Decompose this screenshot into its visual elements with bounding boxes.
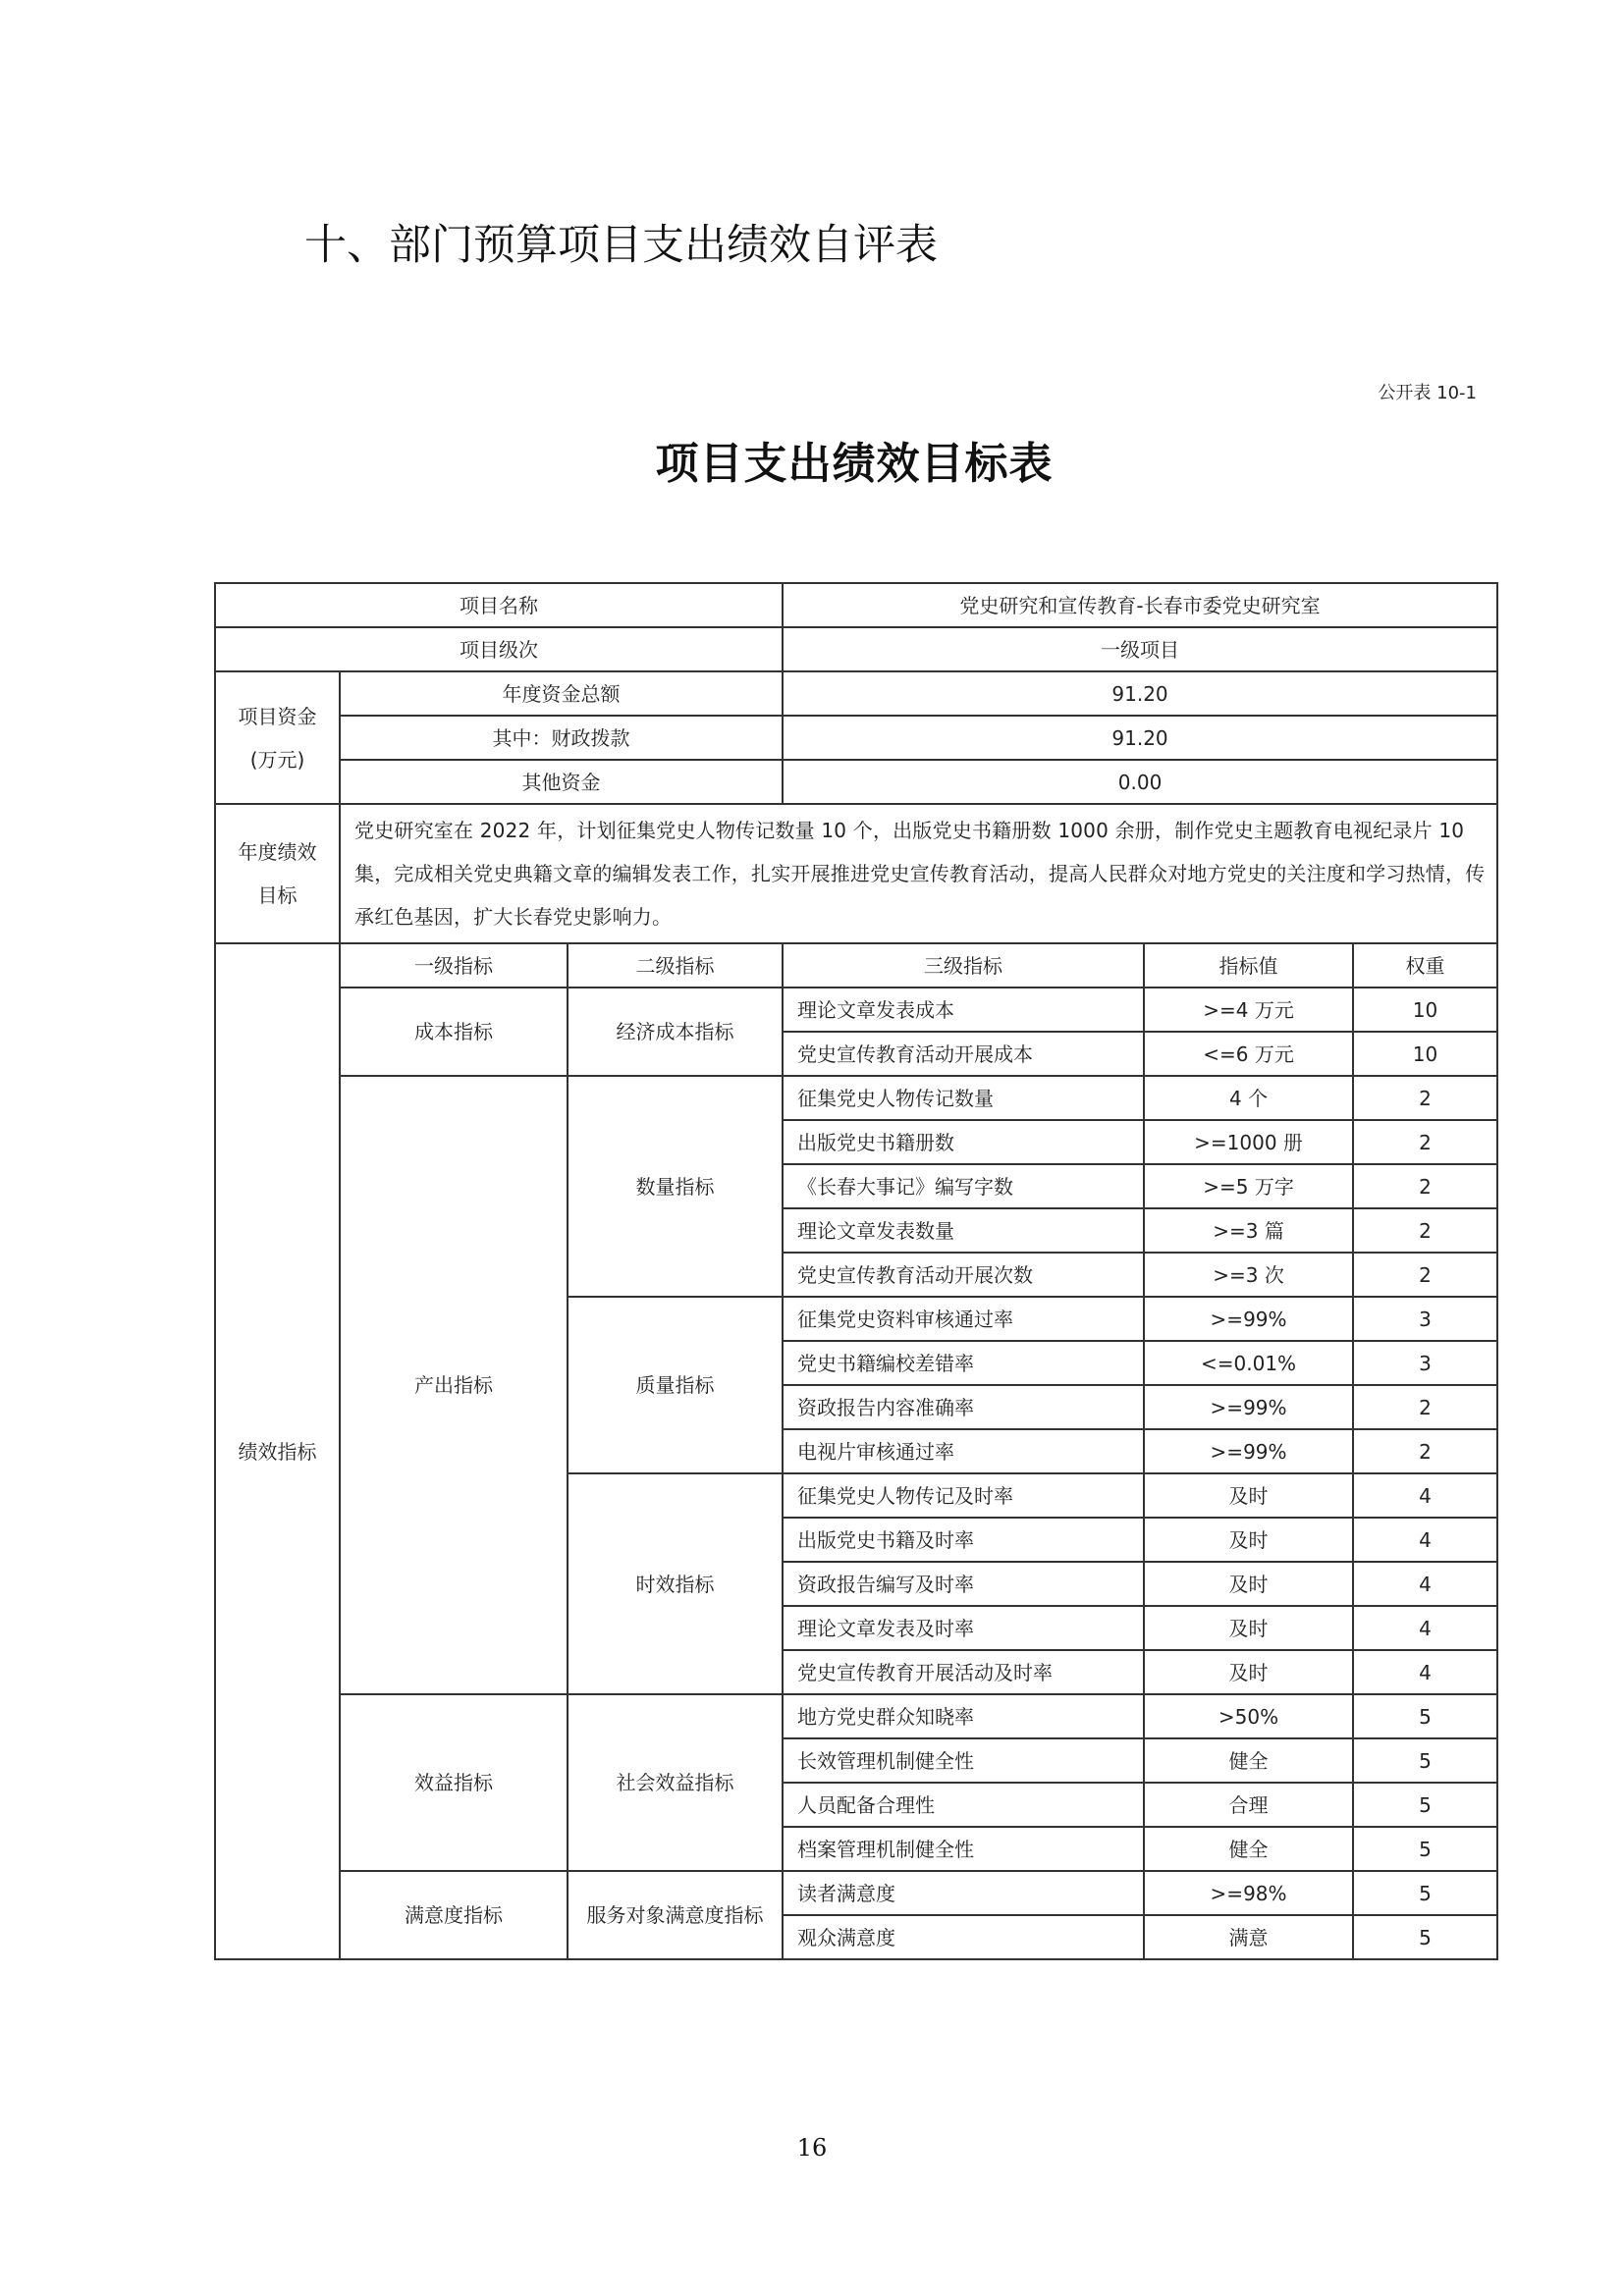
header-level3: 三级指标 [783,943,1144,988]
indicator-target-value: >=99% [1144,1297,1353,1341]
indicator-level1: 产出指标 [340,1076,568,1694]
indicator-target-value: 及时 [1144,1650,1353,1694]
indicator-name: 理论文章发表成本 [783,988,1144,1032]
indicator-target-value: >=99% [1144,1429,1353,1473]
indicator-weight: 2 [1353,1076,1497,1120]
indicator-target-value: 及时 [1144,1606,1353,1650]
indicator-name: 理论文章发表数量 [783,1208,1144,1253]
annual-goal-row [215,804,1497,943]
indicator-name: 观众满意度 [783,1915,1144,1959]
header-level2: 二级指标 [568,943,783,988]
fund-label: 其中：财政拨款 [340,716,783,760]
indicator-name: 党史宣传教育开展活动及时率 [783,1650,1144,1694]
indicator-target-value: 健全 [1144,1738,1353,1783]
indicator-name: 档案管理机制健全性 [783,1827,1144,1871]
indicator-weight: 3 [1353,1297,1497,1341]
indicator-name: 地方党史群众知晓率 [783,1694,1144,1738]
annual-goal-label-line1: 年度绩效 [238,840,317,864]
indicator-weight: 5 [1353,1871,1497,1915]
indicator-level2: 时效指标 [568,1473,783,1694]
indicator-target-value: 合理 [1144,1783,1353,1827]
indicator-weight: 10 [1353,988,1497,1032]
project-funds-label-line1: 项目资金 [238,704,317,728]
indicator-level2: 经济成本指标 [568,988,783,1076]
indicator-weight: 2 [1353,1120,1497,1164]
indicator-name: 征集党史人物传记数量 [783,1076,1144,1120]
project-name-label: 项目名称 [215,583,783,627]
indicator-target-value: >50% [1144,1694,1353,1738]
annual-goal-label-line2: 目标 [257,883,298,907]
indicator-row [215,1871,1497,1915]
indicator-target-value: 及时 [1144,1518,1353,1562]
funds-row [215,760,1497,804]
indicator-level2: 数量指标 [568,1076,783,1297]
indicator-level1: 成本指标 [340,988,568,1076]
indicator-weight: 5 [1353,1738,1497,1783]
performance-target-table [214,582,1498,1960]
fund-value: 0.00 [783,760,1497,804]
indicator-weight: 10 [1353,1032,1497,1076]
annual-goal-label [215,804,340,943]
indicator-weight: 2 [1353,1385,1497,1429]
indicator-target-value: 健全 [1144,1827,1353,1871]
indicator-weight: 2 [1353,1164,1497,1208]
indicator-weight: 5 [1353,1694,1497,1738]
indicator-target-value: 及时 [1144,1562,1353,1606]
indicator-target-value: <=6 万元 [1144,1032,1353,1076]
header-weight: 权重 [1353,943,1497,988]
project-level-row [215,627,1497,671]
indicator-weight: 5 [1353,1915,1497,1959]
indicator-name: 党史宣传教育活动开展成本 [783,1032,1144,1076]
indicator-level1: 效益指标 [340,1694,568,1871]
section-heading: 十、部门预算项目支出绩效自评表 [304,221,938,270]
indicator-weight: 3 [1353,1341,1497,1385]
indicator-target-value: >=3 篇 [1144,1208,1353,1253]
indicator-row [215,1694,1497,1738]
indicator-name: 《长春大事记》编写字数 [783,1164,1144,1208]
indicator-name: 长效管理机制健全性 [783,1738,1144,1783]
indicator-name: 党史宣传教育活动开展次数 [783,1253,1144,1297]
indicator-name: 资政报告内容准确率 [783,1385,1144,1429]
indicator-target-value: 及时 [1144,1473,1353,1518]
indicator-weight: 4 [1353,1650,1497,1694]
indicator-target-value: >=1000 册 [1144,1120,1353,1164]
indicator-weight: 5 [1353,1827,1497,1871]
indicator-name: 资政报告编写及时率 [783,1562,1144,1606]
indicator-target-value: >=5 万字 [1144,1164,1353,1208]
indicator-weight: 5 [1353,1783,1497,1827]
indicator-weight: 2 [1353,1429,1497,1473]
indicator-level1: 满意度指标 [340,1871,568,1959]
indicator-target-value: 4 个 [1144,1076,1353,1120]
indicator-weight: 4 [1353,1606,1497,1650]
indicator-weight: 4 [1353,1562,1497,1606]
indicator-header-row [215,943,1497,988]
fund-value: 91.20 [783,671,1497,716]
project-funds-label-line2: (万元) [249,747,305,772]
indicator-row [215,1076,1497,1120]
indicator-name: 出版党史书籍及时率 [783,1518,1144,1562]
indicator-name: 党史书籍编校差错率 [783,1341,1144,1385]
indicator-target-value: >=4 万元 [1144,988,1353,1032]
indicator-target-value: >=99% [1144,1385,1353,1429]
indicator-row [215,988,1497,1032]
indicator-weight: 2 [1353,1208,1497,1253]
project-funds-label [215,671,340,804]
indicator-level2: 服务对象满意度指标 [568,1871,783,1959]
project-name-value: 党史研究和宣传教育-长春市委党史研究室 [783,583,1497,627]
table-title: 项目支出绩效目标表 [655,439,1054,489]
indicator-name: 电视片审核通过率 [783,1429,1144,1473]
indicator-name: 读者满意度 [783,1871,1144,1915]
indicator-weight: 4 [1353,1473,1497,1518]
indicator-level2: 质量指标 [568,1297,783,1473]
indicator-name: 征集党史资料审核通过率 [783,1297,1144,1341]
indicator-target-value: >=98% [1144,1871,1353,1915]
table-code: 公开表 10-1 [1378,383,1477,403]
fund-label: 其他资金 [340,760,783,804]
indicator-name: 人员配备合理性 [783,1783,1144,1827]
funds-row [215,671,1497,716]
indicator-weight: 4 [1353,1518,1497,1562]
project-level-value: 一级项目 [783,627,1497,671]
page-number: 16 [796,2134,828,2162]
header-level1: 一级指标 [340,943,568,988]
funds-row [215,716,1497,760]
fund-label: 年度资金总额 [340,671,783,716]
header-target-value: 指标值 [1144,943,1353,988]
indicator-target-value: <=0.01% [1144,1341,1353,1385]
indicator-target-value: 满意 [1144,1915,1353,1959]
indicator-name: 征集党史人物传记及时率 [783,1473,1144,1518]
project-level-label: 项目级次 [215,627,783,671]
indicator-section-label: 绩效指标 [215,943,340,1959]
annual-goal-text: 党史研究室在 2022 年，计划征集党史人物传记数量 10 个，出版党史书籍册数 1000 余册，制作党史主题教育电视纪录片 10 集，完成相关党史典籍文章的编辑发表工作，扎实开展推进党史宣传教育活动，提高人民群众对地方党史的关注度和学习热情，传承红色基因，扩大长春党史影响力。 [340,804,1497,943]
indicator-level2: 社会效益指标 [568,1694,783,1871]
indicator-name: 出版党史书籍册数 [783,1120,1144,1164]
fund-value: 91.20 [783,716,1497,760]
project-name-row [215,583,1497,627]
indicator-name: 理论文章发表及时率 [783,1606,1144,1650]
indicator-weight: 2 [1353,1253,1497,1297]
indicator-target-value: >=3 次 [1144,1253,1353,1297]
